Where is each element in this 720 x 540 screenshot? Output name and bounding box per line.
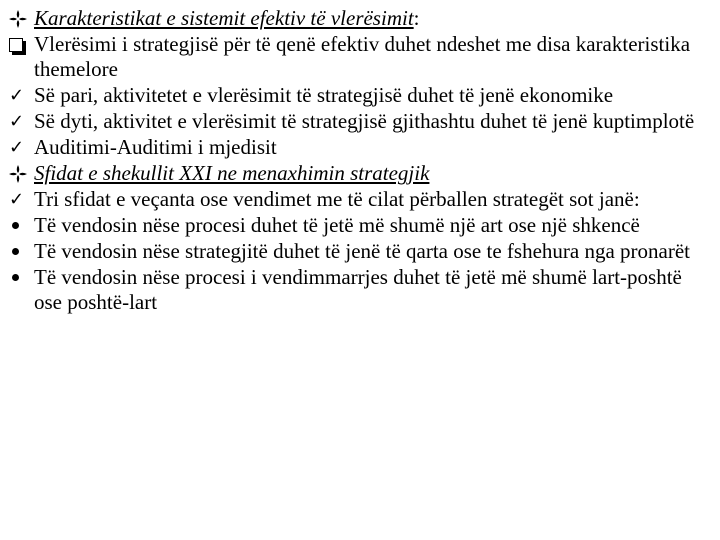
heading-suffix: : (413, 6, 420, 30)
square-bullet-icon (8, 32, 34, 58)
dot-bullet-icon (8, 213, 34, 239)
dot-bullet-icon (8, 265, 34, 291)
list-item (8, 213, 702, 239)
list-item (8, 83, 702, 109)
list-item-text: Auditimi-Auditimi i mjedisit (34, 135, 277, 160)
heading-characteristics (8, 6, 702, 32)
list-item (8, 187, 702, 213)
heading-label: Karakteristikat e sistemit efektiv të vlerësimit (34, 6, 414, 30)
list-item-text: Vlerësimi i strategjisë për të qenë efektiv duhet ndeshet me disa karakteristika themelore (34, 31, 691, 82)
list-item-text: Të vendosin nëse procesi i vendimmarrjes duhet të jetë më shumë lart-poshtë ose poshtë-lart (34, 264, 682, 315)
list-item (8, 265, 702, 316)
check-bullet-icon: ✓ (9, 111, 25, 133)
list-item (8, 239, 702, 265)
list-item-text: Të vendosin nëse procesi duhet të jetë më shumë një art ose një shkencë (34, 212, 640, 237)
list-item-text: Tri sfidat e veçanta ose vendimet me të cilat përballen strategët sot janë: (34, 186, 640, 211)
list-item (8, 109, 702, 135)
check-bullet-icon: ✓ (9, 188, 25, 210)
heading-label: Sfidat e shekullit XXI ne menaxhimin strategjik (34, 160, 430, 185)
diamond-bullet-icon (8, 161, 34, 187)
diamond-bullet-icon (8, 6, 34, 32)
list-item-text: Të vendosin nëse strategjitë duhet të jenë të qarta ose te fshehura nga pronarët (34, 238, 690, 263)
check-bullet-icon: ✓ (9, 85, 25, 107)
list-item-text: Së dyti, aktivitet e vlerësimit të strategjisë gjithashtu duhet të jenë kuptimplotë (34, 109, 695, 134)
heading-challenges (8, 161, 702, 187)
list-item-text: Së pari, aktivitetet e vlerësimit të strategjisë duhet të jenë ekonomike (34, 83, 614, 108)
list-item (8, 32, 702, 83)
check-bullet-icon: ✓ (9, 137, 25, 159)
dot-bullet-icon (8, 239, 34, 265)
list-item (8, 135, 702, 161)
